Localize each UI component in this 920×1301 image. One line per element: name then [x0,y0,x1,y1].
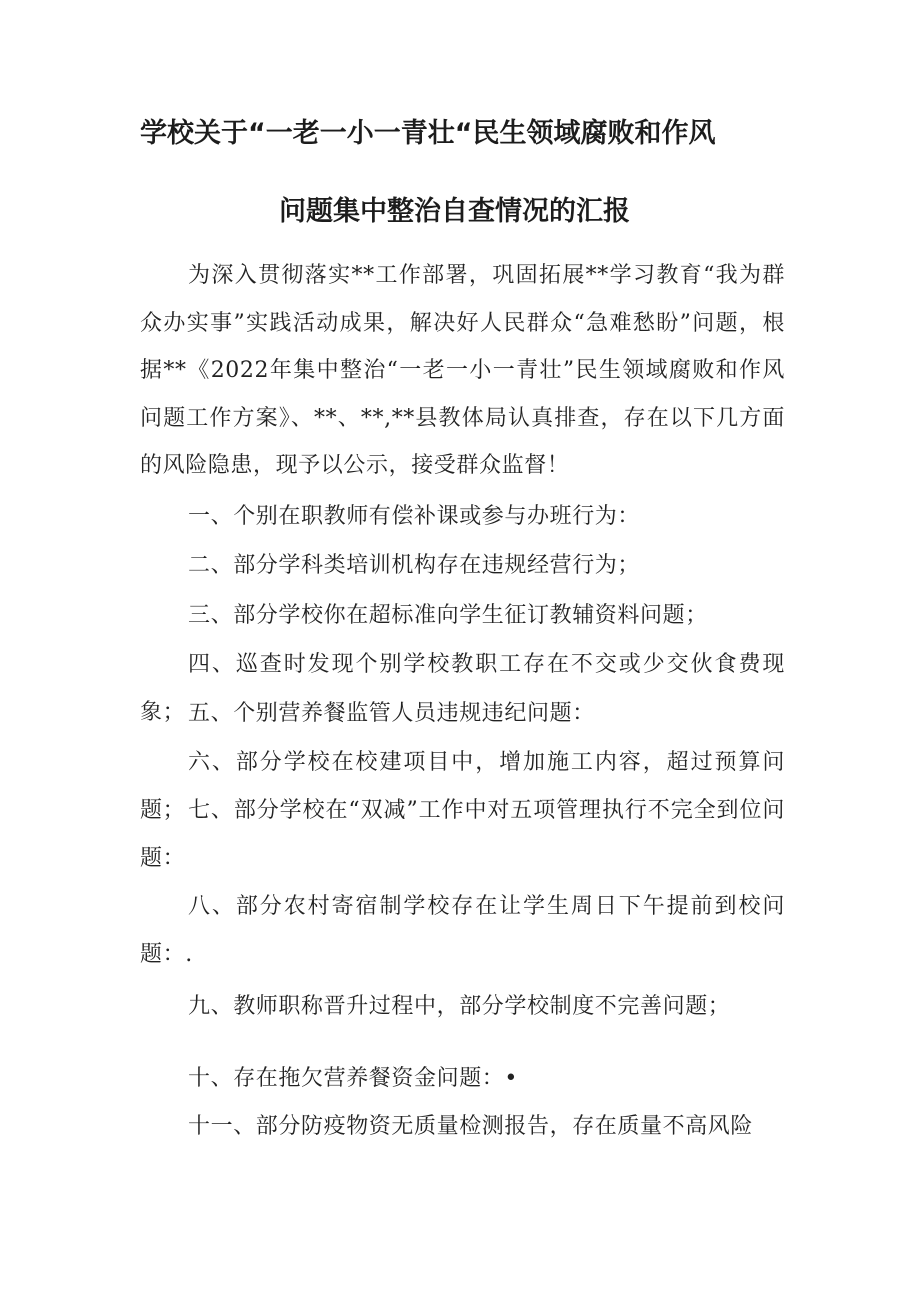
list-item-4: 四、巡查时发现个别学校教职工存在不交或少交伙食费现象； [140,652,785,725]
intro-paragraph: 为深入贯彻落实**工作部署，巩固拓展**学习教育“我为群众办实事”实践活动成果，解决好人民群众“急难愁盼”问题，根据**《2022年集中整治“一老一小一青壮”民生领域腐败和作风问题工作方案》、**、**,**县教体局认真排查，存在以下几方面的风险隐患，现予以公示，接受群众监督！ [140,263,785,478]
list-item-8: 八、部分农村寄宿制学校存在让学生周日下午提前到校问题：. [140,894,785,967]
list-item-3: 三、部分学校你在超标准向学生征订教辅资料问题； [188,603,708,628]
list-item-11: 十一、部分防疫物资无质量检测报告，存在质量不高风险 [188,1114,754,1139]
list-item-5: 五、个别营养餐监管人员违规违纪问题： [188,701,595,726]
document-title-line-1: 学校关于“一老一小一青壮“民生领域腐败和作风 [140,118,716,149]
list-item-9: 九、教师职称晋升过程中，部分学校制度不完善问题； [188,994,731,1019]
list-item-7: 七、部分学校在“双减”工作中对五项管理执行不完全到位问题： [140,798,785,871]
list-item-10: 十、存在拖欠营养餐资金问题：• [188,1066,518,1091]
list-item-6: 六、部分学校在校建项目中，增加施工内容，超过预算问题； [140,750,785,823]
list-item-1: 一、个别在职教师有偿补课或参与办班行为： [188,504,641,529]
document-title-line-2: 问题集中整治自查情况的汇报 [279,196,630,227]
list-item-2: 二、部分学科类培训机构存在违规经营行为； [188,553,641,578]
